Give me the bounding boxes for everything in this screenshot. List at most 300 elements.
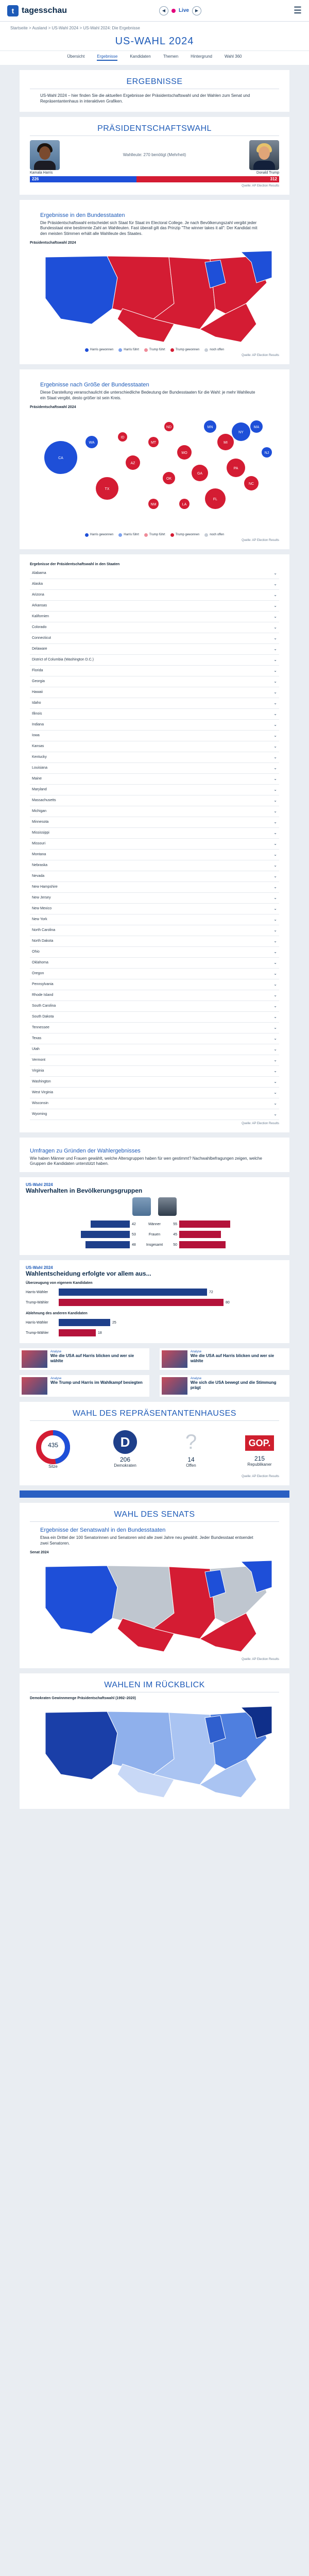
chevron-down-icon[interactable]: ⌄ [273, 1112, 277, 1117]
rep-share-value: 55 [173, 1222, 177, 1226]
chevron-down-icon[interactable]: ⌄ [273, 733, 277, 738]
rep-label: Republikaner [247, 1462, 272, 1467]
state-row[interactable] [30, 622, 279, 633]
chevron-down-icon[interactable]: ⌄ [273, 1014, 277, 1020]
card1-title: Wahlverhalten in Bevölkerungsgruppen [26, 1187, 143, 1195]
state-name: Pennsylvania [32, 982, 54, 987]
bubble-label: NC [248, 482, 254, 486]
motive-row [26, 1297, 283, 1308]
map1-subtitle: Ergebnisse in den Bundesstaaten [40, 212, 125, 218]
bubble-label: TX [105, 487, 110, 491]
chevron-down-icon[interactable]: ⌄ [273, 874, 277, 879]
bubble-label: PA [233, 466, 238, 470]
motive-value: 25 [112, 1320, 116, 1325]
state-name: Hawaii [32, 690, 43, 694]
tab-1[interactable]: Ergebnisse [97, 54, 117, 61]
state-row[interactable] [30, 633, 279, 644]
state-row[interactable] [30, 795, 279, 806]
state-name: District of Columbia (Washington D.C.) [32, 658, 94, 662]
chevron-down-icon[interactable]: ⌄ [273, 668, 277, 673]
state-row[interactable] [30, 785, 279, 795]
chevron-down-icon[interactable]: ⌄ [273, 614, 277, 619]
state-row[interactable] [30, 1066, 279, 1077]
source-note: Quelle: AP Election Results [242, 538, 279, 542]
divider [30, 135, 279, 136]
chevron-down-icon[interactable]: ⌄ [273, 950, 277, 955]
state-row[interactable] [30, 579, 279, 590]
chevron-down-icon[interactable]: ⌄ [273, 971, 277, 976]
chevron-down-icon[interactable]: ⌄ [273, 809, 277, 814]
state-name: Delaware [32, 647, 47, 651]
state-name: South Dakota [32, 1015, 54, 1019]
state-name: Maine [32, 777, 42, 781]
chevron-down-icon[interactable]: ⌄ [273, 993, 277, 998]
state-name: Minnesota [32, 820, 49, 824]
map1-label: Präsidentschaftswahl 2024 [30, 241, 76, 245]
history-title: WAHLEN IM RÜCKBLICK [104, 1680, 205, 1689]
chevron-down-icon[interactable]: ⌄ [273, 982, 277, 987]
state-row[interactable] [30, 817, 279, 828]
chevron-down-icon[interactable]: ⌄ [273, 917, 277, 922]
state-name: Michigan [32, 809, 47, 814]
bubble-state-map[interactable] [30, 411, 279, 530]
state-row[interactable] [30, 676, 279, 687]
house-title: WAHL DES REPRÄSENTANTENHAUSES [73, 1409, 236, 1418]
groups-card [20, 1177, 289, 1255]
back-icon[interactable]: ◀ [159, 6, 168, 15]
senate-card [20, 1503, 289, 1668]
state-row[interactable] [30, 655, 279, 666]
page-header [0, 22, 309, 65]
state-name: Utah [32, 1047, 40, 1052]
state-name: New Mexico [32, 907, 52, 911]
related-article-link[interactable] [160, 1375, 289, 1397]
state-name: Kansas [32, 744, 44, 749]
article-kicker: Analyse [50, 1350, 62, 1354]
senate-label: Senat 2024 [30, 1550, 49, 1554]
map2-label: Präsidentschaftswahl 2024 [30, 405, 76, 409]
chevron-down-icon[interactable]: ⌄ [273, 906, 277, 911]
chevron-down-icon[interactable]: ⌄ [273, 928, 277, 933]
state-row[interactable] [30, 893, 279, 904]
related-article-link[interactable] [160, 1348, 289, 1370]
state-name: New York [32, 918, 47, 922]
state-name: Arkansas [32, 604, 47, 608]
play-icon[interactable]: ▶ [192, 6, 201, 15]
motive-label: Trump-Wähler [26, 1300, 49, 1304]
state-name: Wyoming [32, 1112, 47, 1116]
tab-2[interactable]: Kandidaten [130, 54, 151, 59]
dem-seats [113, 1430, 137, 1468]
state-name: Tennessee [32, 1026, 49, 1030]
chevron-down-icon[interactable]: ⌄ [273, 625, 277, 630]
state-row[interactable] [30, 687, 279, 698]
chevron-down-icon[interactable]: ⌄ [273, 571, 277, 576]
state-list [30, 568, 279, 1120]
chevron-down-icon[interactable]: ⌄ [273, 863, 277, 868]
tab-4[interactable]: Hintergrund [191, 54, 212, 59]
divider [30, 1420, 279, 1421]
motive-value: 18 [98, 1331, 102, 1335]
bubble-label: ND [166, 425, 172, 429]
bubble-label: MI [224, 440, 228, 445]
menu-icon[interactable]: ☰ [293, 5, 302, 15]
group-label: Frauen [148, 1232, 161, 1236]
group-label: Männer [148, 1222, 161, 1226]
state-name: Texas [32, 1037, 42, 1041]
state-name: Oregon [32, 972, 44, 976]
chevron-down-icon[interactable]: ⌄ [273, 820, 277, 825]
state-name: Georgia [32, 680, 45, 684]
majority-note: Wahlleute: 270 benötigt (Mehrheit) [123, 152, 186, 158]
motive-bar [59, 1299, 224, 1306]
democrats-logo-icon: D [113, 1430, 137, 1454]
motive-label: Trump-Wähler [26, 1331, 49, 1335]
chevron-down-icon[interactable]: ⌄ [273, 647, 277, 652]
chevron-down-icon[interactable]: ⌄ [273, 1090, 277, 1095]
harris-thumb [132, 1197, 151, 1216]
group-row [26, 1229, 283, 1240]
state-name: South Carolina [32, 1004, 56, 1008]
chevron-down-icon[interactable]: ⌄ [273, 885, 277, 890]
president-title: PRÄSIDENTSCHAFTSWAHL [97, 124, 212, 133]
state-row[interactable] [30, 731, 279, 741]
tab-0[interactable]: Übersicht [67, 54, 85, 59]
group-rows [26, 1219, 283, 1250]
source-note: Quelle: AP Election Results [242, 353, 279, 357]
state-name: Wisconsin [32, 1101, 48, 1106]
bubble-label: FL [213, 497, 218, 501]
state-name: North Dakota [32, 939, 54, 943]
chevron-down-icon[interactable]: ⌄ [273, 603, 277, 608]
state-row[interactable] [30, 1001, 279, 1012]
state-row[interactable] [30, 904, 279, 914]
tagesschau-logo-icon[interactable]: t [7, 5, 19, 16]
state-row[interactable] [30, 936, 279, 947]
chevron-down-icon[interactable]: ⌄ [273, 722, 277, 727]
senate-title: WAHL DES SENATS [114, 1510, 195, 1519]
chevron-down-icon[interactable]: ⌄ [273, 711, 277, 717]
chevron-down-icon[interactable]: ⌄ [273, 841, 277, 846]
state-name: Florida [32, 669, 43, 673]
related-article-link[interactable] [20, 1375, 149, 1397]
state-row[interactable] [30, 947, 279, 958]
states-table-card [20, 554, 289, 1132]
state-row[interactable] [30, 666, 279, 676]
article-title: Wie Trump und Harris im Wahlkampf besiegten [50, 1380, 143, 1385]
mountain-region [107, 256, 174, 319]
motive-label: Harris-Wähler [26, 1320, 48, 1325]
state-row[interactable] [30, 925, 279, 936]
rep-share-bar [179, 1241, 226, 1248]
house-total: 435 [47, 1442, 59, 1449]
history-label: Demokraten Gewinnmenge Präsidentschaftswahl (1992–2020) [30, 1696, 136, 1700]
card2-title: Wahlentscheidung erfolgte vor allem aus... [26, 1270, 151, 1278]
bubble-map-card [20, 369, 289, 549]
article-title: Wie die USA auf Harris blicken und wer sie wählte [50, 1353, 134, 1363]
state-row[interactable] [30, 741, 279, 752]
state-name: Oklahoma [32, 961, 48, 965]
state-row[interactable] [30, 839, 279, 850]
rep-seat-count: 215 [254, 1455, 265, 1463]
state-row[interactable] [30, 720, 279, 731]
state-name: Virginia [32, 1069, 44, 1073]
house-card [20, 1402, 289, 1485]
q2-label: Ablehnung des anderen Kandidaten [26, 1312, 88, 1316]
q1-rows [26, 1287, 283, 1308]
q2-rows [26, 1317, 283, 1338]
related-article-link[interactable] [20, 1348, 149, 1370]
chevron-down-icon[interactable]: ⌄ [273, 1025, 277, 1030]
seats-donut [35, 1429, 71, 1469]
state-row[interactable] [30, 774, 279, 785]
chevron-down-icon[interactable]: ⌄ [273, 755, 277, 760]
chevron-down-icon[interactable]: ⌄ [273, 657, 277, 663]
dem-share-value: 48 [132, 1243, 136, 1247]
section-strip [20, 1490, 289, 1498]
chevron-down-icon[interactable]: ⌄ [273, 895, 277, 901]
bubble-label: MN [207, 425, 213, 429]
state-row[interactable] [30, 1012, 279, 1023]
article-title: Wie die USA auf Harris blicken und wer sie wählte [190, 1353, 274, 1363]
intro-text: US-Wahl 2024 – hier finden Sie die aktuellen Ergebnisse der Präsidentschaftswahl und der Wahlen zum Senat und Repräsentantenhaus in interaktiven Grafiken. [40, 93, 250, 104]
state-row[interactable] [30, 882, 279, 893]
state-row[interactable] [30, 612, 279, 622]
chevron-down-icon[interactable]: ⌄ [273, 831, 277, 836]
cand-d-name: Kamala Harris [30, 171, 53, 175]
source-note: Quelle: AP Election Results [242, 184, 279, 188]
chevron-down-icon[interactable]: ⌄ [273, 1004, 277, 1009]
dem-share-value: 53 [132, 1232, 136, 1236]
state-row[interactable] [30, 969, 279, 979]
state-name: Alaska [32, 582, 43, 586]
state-row[interactable] [30, 709, 279, 720]
state-row[interactable] [30, 568, 279, 579]
motive-bar [59, 1329, 96, 1336]
state-row[interactable] [30, 1055, 279, 1066]
senate-subtitle: Ergebnisse der Senatswahl in den Bundesstaaten [40, 1527, 166, 1534]
state-name: Rhode Island [32, 993, 54, 997]
map2-legend: Harris gewonnen Harris führt Trump führt Trump gewonnen noch offen [30, 533, 279, 537]
dem-electoral-bar: 226 [30, 176, 136, 182]
bubble-label: WA [89, 440, 95, 445]
state-row[interactable] [30, 1077, 279, 1088]
state-name: Connecticut [32, 636, 51, 640]
state-row[interactable] [30, 1098, 279, 1109]
dem-seat-count: 206 [119, 1456, 131, 1464]
history-map[interactable] [30, 1702, 279, 1800]
chevron-down-icon[interactable]: ⌄ [273, 852, 277, 857]
state-name: West Virginia [32, 1091, 53, 1095]
house-summary [30, 1425, 279, 1473]
rep-share-value: 45 [173, 1232, 177, 1236]
state-name: Maryland [32, 788, 47, 792]
chevron-down-icon[interactable]: ⌄ [273, 960, 277, 965]
state-row[interactable] [30, 1023, 279, 1033]
motive-value: 72 [209, 1290, 213, 1294]
state-name: New Jersey [32, 896, 51, 900]
rep-seats [245, 1431, 274, 1467]
cand-r-name: Donald Trump [256, 171, 279, 175]
us-state-map[interactable] [30, 247, 279, 345]
group-row [26, 1219, 283, 1229]
dem-label: Demokraten [114, 1463, 136, 1468]
article-kicker: Analyse [50, 1377, 62, 1381]
map1-legend: Harris gewonnen Harris führt Trump führt Trump gewonnen noch offen [30, 348, 279, 352]
live-label: Live [178, 8, 189, 13]
intro-card [20, 70, 289, 112]
chevron-down-icon[interactable]: ⌄ [273, 679, 277, 684]
state-row[interactable] [30, 698, 279, 709]
state-row[interactable] [30, 850, 279, 860]
states-table-title: Ergebnisse der Präsidentschaftswahl in den Staaten [30, 562, 120, 566]
chevron-down-icon[interactable]: ⌄ [273, 1101, 277, 1106]
state-name: Illinois [32, 712, 42, 716]
state-name: Louisiana [32, 766, 47, 770]
live-dot-icon [171, 9, 176, 13]
map2-subtitle: Ergebnisse nach Größe der Bundesstaaten [40, 381, 149, 388]
dem-share-bar [85, 1241, 130, 1248]
state-row[interactable] [30, 860, 279, 871]
article-thumbnail [162, 1377, 187, 1395]
chevron-down-icon[interactable]: ⌄ [273, 1058, 277, 1063]
tab-5[interactable]: Wahl 360 [224, 54, 242, 59]
top-navigation [0, 0, 309, 22]
chevron-down-icon[interactable]: ⌄ [273, 636, 277, 641]
state-row[interactable] [30, 1088, 279, 1098]
state-name: Iowa [32, 734, 40, 738]
state-name: Missouri [32, 842, 46, 846]
senate-map[interactable] [30, 1556, 279, 1654]
chevron-down-icon[interactable]: ⌄ [273, 701, 277, 706]
president-card [20, 117, 289, 195]
state-name: New Hampshire [32, 885, 58, 889]
q1-label: Überzeugung von eigenem Kandidaten [26, 1281, 93, 1285]
source-note: Quelle: AP Election Results [242, 1475, 279, 1479]
bubble-label: AZ [130, 461, 135, 465]
chevron-down-icon[interactable]: ⌄ [273, 1036, 277, 1041]
motive-value: 80 [226, 1300, 230, 1304]
state-name: Kalifornien [32, 615, 49, 619]
trump-portrait [249, 140, 279, 170]
rep-share-bar [179, 1231, 221, 1238]
chevron-down-icon[interactable]: ⌄ [273, 939, 277, 944]
bubble-label: NY [238, 430, 244, 434]
chevron-down-icon[interactable]: ⌄ [273, 744, 277, 749]
candidate-row [30, 140, 279, 170]
bubble-label: GA [197, 471, 203, 476]
state-name: Washington [32, 1080, 51, 1084]
bubble-label: MO [181, 451, 187, 455]
state-row[interactable] [30, 958, 279, 969]
dem-share-bar [91, 1221, 130, 1228]
chevron-down-icon[interactable]: ⌄ [273, 690, 277, 695]
state-name: Idaho [32, 701, 41, 705]
state-name: Ohio [32, 950, 40, 954]
state-row[interactable] [30, 763, 279, 774]
state-row[interactable] [30, 1109, 279, 1120]
state-row[interactable] [30, 806, 279, 817]
state-row[interactable] [30, 644, 279, 655]
chevron-down-icon[interactable]: ⌄ [273, 1047, 277, 1052]
state-name: Vermont [32, 1058, 46, 1062]
chevron-down-icon[interactable]: ⌄ [273, 592, 277, 598]
motive-row [26, 1328, 283, 1338]
map1-text: Die Präsidentschaftswahl entscheidet sich Staat für Staat im Electoral College. Je nach Bevölkerungszahl vergibt jeder Bundesstaat eine bestimmte Zahl an Wahlleuten. Fast überall gilt das Prinzip "The winner takes it all": Der Kandidat mit den meisten Stimmen erhält alle Wahlleute des Staates. [40, 220, 258, 236]
rep-electoral-bar: 312 [136, 176, 279, 182]
chevron-down-icon[interactable]: ⌄ [273, 766, 277, 771]
trump-thumb [158, 1197, 177, 1216]
bubble-label: MA [253, 425, 260, 429]
divider [30, 1521, 279, 1522]
chevron-down-icon[interactable]: ⌄ [273, 798, 277, 803]
chevron-down-icon[interactable]: ⌄ [273, 1069, 277, 1074]
question-icon: ? [185, 1430, 197, 1453]
state-name: Alabama [32, 571, 46, 575]
article-thumbnail [162, 1350, 187, 1368]
state-row[interactable] [30, 871, 279, 882]
breadcrumb[interactable]: Startseite > Ausland > US-Wahl 2024 > US-Wahl 2024: Die Ergebnisse [10, 26, 140, 30]
state-name: Montana [32, 853, 46, 857]
west-region [45, 256, 117, 324]
article-thumbnail [22, 1350, 47, 1368]
card2-kicker: US-Wahl 2024 [26, 1265, 53, 1270]
history-card [20, 1673, 289, 1809]
electoral-vote-bar [30, 176, 279, 182]
state-row[interactable] [30, 979, 279, 990]
state-name: North Carolina [32, 928, 56, 933]
state-row[interactable] [30, 1044, 279, 1055]
chevron-down-icon[interactable]: ⌄ [273, 776, 277, 782]
dem-share-value: 42 [132, 1222, 136, 1226]
bubble-label: NJ [264, 451, 269, 455]
tab-3[interactable]: Themen [163, 54, 179, 59]
live-player[interactable] [159, 6, 201, 15]
article-title: Wie sich die USA bewegt und die Stimmung prägt [190, 1380, 277, 1390]
surveys-subtitle: Umfragen zu Gründen der Wahlergebnisses [30, 1147, 141, 1154]
state-map-card [20, 200, 289, 364]
state-row[interactable] [30, 601, 279, 612]
state-row[interactable] [30, 914, 279, 925]
motive-card [20, 1260, 289, 1343]
chevron-down-icon[interactable]: ⌄ [273, 787, 277, 792]
state-name: Indiana [32, 723, 44, 727]
surveys-text: Wie haben Männer und Frauen gewählt, welche Altersgruppen haben für wen gestimmt? Nachwahlbefragungen zeigen, welche Gruppen die Kandidaten unterstützt haben. [30, 1156, 262, 1166]
chevron-down-icon[interactable]: ⌄ [273, 1079, 277, 1084]
bubble-label: LA [182, 502, 187, 506]
results-title: ERGEBNISSE [126, 77, 183, 86]
motive-bar [59, 1319, 110, 1326]
state-row[interactable] [30, 828, 279, 839]
motive-row [26, 1287, 283, 1297]
state-row[interactable] [30, 1033, 279, 1044]
card1-kicker: US-Wahl 2024 [26, 1182, 53, 1188]
state-name: Colorado [32, 625, 47, 630]
bubble-label: CA [58, 456, 63, 460]
state-name: Nebraska [32, 863, 47, 868]
chevron-down-icon[interactable]: ⌄ [273, 582, 277, 587]
open-seat-count: 14 [187, 1456, 195, 1464]
state-row[interactable] [30, 752, 279, 763]
logo-wordmark[interactable]: tagesschau [22, 6, 67, 15]
state-row[interactable] [30, 990, 279, 1001]
harris-portrait [30, 140, 60, 170]
motive-row [26, 1317, 283, 1328]
state-name: Massachusetts [32, 799, 56, 803]
open-label: Offen [186, 1463, 196, 1468]
state-row[interactable] [30, 590, 279, 601]
bubble-label: OK [166, 477, 172, 481]
